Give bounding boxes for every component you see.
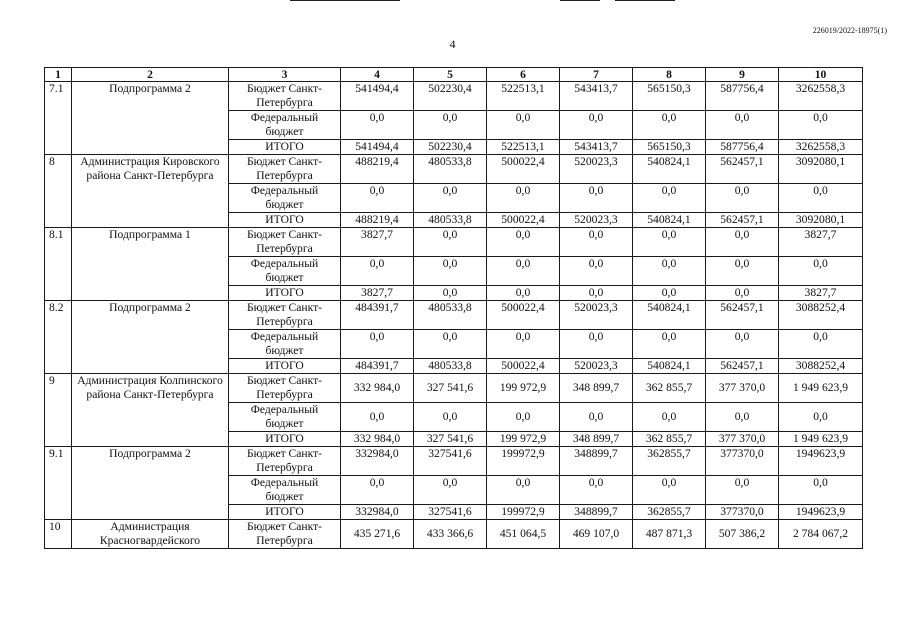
funding-source: Федеральный бюджет: [229, 184, 341, 213]
amount-cell: 565150,3: [633, 82, 706, 111]
amount-cell: 348 899,7: [560, 432, 633, 447]
amount-cell: 488219,4: [341, 213, 414, 228]
recipient-name: Администрация Красногвардейского: [72, 520, 229, 549]
amount-cell: 540824,1: [633, 301, 706, 330]
amount-cell: 469 107,0: [560, 520, 633, 549]
amount-cell: 0,0: [633, 111, 706, 140]
amount-cell: 0,0: [487, 184, 560, 213]
amount-cell: 0,0: [414, 257, 487, 286]
funding-source: Федеральный бюджет: [229, 330, 341, 359]
amount-cell: 0,0: [706, 257, 779, 286]
funding-source: Федеральный бюджет: [229, 403, 341, 432]
funding-source: Бюджет Санкт-Петербурга: [229, 82, 341, 111]
amount-cell: 541494,4: [341, 82, 414, 111]
amount-cell: 0,0: [487, 330, 560, 359]
amount-cell: 520023,3: [560, 155, 633, 184]
amount-cell: 0,0: [633, 476, 706, 505]
amount-cell: 0,0: [560, 403, 633, 432]
amount-cell: 0,0: [633, 257, 706, 286]
recipient-name: Подпрограмма 1: [72, 228, 229, 301]
amount-cell: 327 541,6: [414, 374, 487, 403]
amount-cell: 0,0: [414, 184, 487, 213]
amount-cell: 0,0: [706, 403, 779, 432]
amount-cell: 0,0: [560, 184, 633, 213]
column-header: 5: [414, 68, 487, 82]
amount-cell: 435 271,6: [341, 520, 414, 549]
amount-cell: 3827,7: [341, 228, 414, 257]
page-number: 4: [449, 37, 456, 51]
amount-cell: 3827,7: [779, 286, 863, 301]
amount-cell: 0,0: [706, 228, 779, 257]
column-header: 9: [706, 68, 779, 82]
amount-cell: 500022,4: [487, 301, 560, 330]
amount-cell: 332984,0: [341, 447, 414, 476]
amount-cell: 562457,1: [706, 213, 779, 228]
amount-cell: 480533,8: [414, 213, 487, 228]
amount-cell: 507 386,2: [706, 520, 779, 549]
scan-edge-line: [290, 0, 400, 1]
amount-cell: 0,0: [706, 330, 779, 359]
funding-source: Бюджет Санкт-Петербурга: [229, 447, 341, 476]
amount-cell: 0,0: [341, 111, 414, 140]
amount-cell: 0,0: [706, 476, 779, 505]
column-header: 2: [72, 68, 229, 82]
amount-cell: 3262558,3: [779, 82, 863, 111]
amount-cell: 0,0: [560, 286, 633, 301]
funding-source: Федеральный бюджет: [229, 476, 341, 505]
amount-cell: 0,0: [487, 257, 560, 286]
amount-cell: 587756,4: [706, 140, 779, 155]
row-index: 8.1: [45, 228, 72, 301]
amount-cell: 1 949 623,9: [779, 374, 863, 403]
amount-cell: 3827,7: [779, 228, 863, 257]
amount-cell: 3092080,1: [779, 213, 863, 228]
amount-cell: 199 972,9: [487, 374, 560, 403]
amount-cell: 0,0: [487, 286, 560, 301]
table-row: [45, 82, 863, 111]
amount-cell: 0,0: [633, 403, 706, 432]
amount-cell: 0,0: [633, 286, 706, 301]
funding-source: ИТОГО: [229, 213, 341, 228]
amount-cell: 0,0: [414, 476, 487, 505]
amount-cell: 0,0: [633, 228, 706, 257]
amount-cell: 0,0: [560, 476, 633, 505]
amount-cell: 0,0: [341, 476, 414, 505]
amount-cell: 1 949 623,9: [779, 432, 863, 447]
amount-cell: 0,0: [487, 111, 560, 140]
amount-cell: 587756,4: [706, 82, 779, 111]
budget-table: [44, 67, 863, 549]
amount-cell: 0,0: [633, 330, 706, 359]
funding-source: Бюджет Санкт-Петербурга: [229, 155, 341, 184]
amount-cell: 0,0: [560, 330, 633, 359]
amount-cell: 2 784 067,2: [779, 520, 863, 549]
amount-cell: 348899,7: [560, 505, 633, 520]
amount-cell: 348 899,7: [560, 374, 633, 403]
amount-cell: 0,0: [706, 286, 779, 301]
amount-cell: 480533,8: [414, 155, 487, 184]
amount-cell: 0,0: [341, 184, 414, 213]
recipient-name: Администрация Колпинского района Санкт-Петербурга: [72, 374, 229, 447]
amount-cell: 500022,4: [487, 155, 560, 184]
row-index: 9: [45, 374, 72, 447]
amount-cell: 480533,8: [414, 301, 487, 330]
amount-cell: 0,0: [414, 330, 487, 359]
amount-cell: 362855,7: [633, 447, 706, 476]
amount-cell: 332984,0: [341, 505, 414, 520]
amount-cell: 377 370,0: [706, 374, 779, 403]
amount-cell: 520023,3: [560, 359, 633, 374]
document-number: 226019/2022-18975(1): [812, 26, 887, 35]
amount-cell: 0,0: [560, 111, 633, 140]
amount-cell: 3088252,4: [779, 359, 863, 374]
column-header: 1: [45, 68, 72, 82]
amount-cell: 520023,3: [560, 301, 633, 330]
table-row: [45, 301, 863, 330]
funding-source: ИТОГО: [229, 140, 341, 155]
column-header: 6: [487, 68, 560, 82]
row-index: 7.1: [45, 82, 72, 155]
column-header: 4: [341, 68, 414, 82]
funding-source: ИТОГО: [229, 286, 341, 301]
table-row: [45, 155, 863, 184]
amount-cell: 3092080,1: [779, 155, 863, 184]
column-header: 8: [633, 68, 706, 82]
amount-cell: 0,0: [487, 403, 560, 432]
funding-source: Бюджет Санкт-Петербурга: [229, 228, 341, 257]
amount-cell: 562457,1: [706, 301, 779, 330]
amount-cell: 540824,1: [633, 359, 706, 374]
amount-cell: 327541,6: [414, 505, 487, 520]
column-header: 10: [779, 68, 863, 82]
recipient-name: Администрация Кировского района Санкт-Петербурга: [72, 155, 229, 228]
amount-cell: 0,0: [779, 257, 863, 286]
amount-cell: 522513,1: [487, 82, 560, 111]
amount-cell: 451 064,5: [487, 520, 560, 549]
amount-cell: 3827,7: [341, 286, 414, 301]
amount-cell: 0,0: [560, 228, 633, 257]
amount-cell: 540824,1: [633, 213, 706, 228]
amount-cell: 0,0: [779, 476, 863, 505]
recipient-name: Подпрограмма 2: [72, 82, 229, 155]
funding-source: ИТОГО: [229, 432, 341, 447]
funding-source: Бюджет Санкт-Петербурга: [229, 374, 341, 403]
table-row: [45, 374, 863, 403]
amount-cell: 522513,1: [487, 140, 560, 155]
amount-cell: 377370,0: [706, 505, 779, 520]
amount-cell: 3088252,4: [779, 301, 863, 330]
amount-cell: 327 541,6: [414, 432, 487, 447]
funding-source: ИТОГО: [229, 359, 341, 374]
amount-cell: 433 366,6: [414, 520, 487, 549]
amount-cell: 362855,7: [633, 505, 706, 520]
amount-cell: 0,0: [487, 228, 560, 257]
amount-cell: 362 855,7: [633, 374, 706, 403]
scan-edge-line: [560, 0, 600, 1]
amount-cell: 0,0: [487, 476, 560, 505]
amount-cell: 0,0: [414, 111, 487, 140]
amount-cell: 199972,9: [487, 447, 560, 476]
amount-cell: 488219,4: [341, 155, 414, 184]
amount-cell: 484391,7: [341, 301, 414, 330]
amount-cell: 0,0: [414, 403, 487, 432]
amount-cell: 502230,4: [414, 82, 487, 111]
amount-cell: 1949623,9: [779, 505, 863, 520]
amount-cell: 562457,1: [706, 155, 779, 184]
amount-cell: 0,0: [341, 330, 414, 359]
amount-cell: 3262558,3: [779, 140, 863, 155]
scan-edge-line: [615, 0, 675, 1]
amount-cell: 377370,0: [706, 447, 779, 476]
recipient-name: Подпрограмма 2: [72, 301, 229, 374]
table-body: [45, 68, 863, 549]
amount-cell: 377 370,0: [706, 432, 779, 447]
header-row: [45, 68, 863, 82]
funding-source: Федеральный бюджет: [229, 257, 341, 286]
amount-cell: 541494,4: [341, 140, 414, 155]
amount-cell: 332 984,0: [341, 374, 414, 403]
amount-cell: 0,0: [633, 184, 706, 213]
amount-cell: 348899,7: [560, 447, 633, 476]
amount-cell: 0,0: [414, 286, 487, 301]
funding-source: Федеральный бюджет: [229, 111, 341, 140]
funding-source: Бюджет Санкт-Петербурга: [229, 520, 341, 549]
table-row: [45, 447, 863, 476]
amount-cell: 199972,9: [487, 505, 560, 520]
amount-cell: 0,0: [779, 403, 863, 432]
amount-cell: 502230,4: [414, 140, 487, 155]
amount-cell: 0,0: [341, 403, 414, 432]
amount-cell: 0,0: [779, 111, 863, 140]
amount-cell: 199 972,9: [487, 432, 560, 447]
amount-cell: 500022,4: [487, 359, 560, 374]
row-index: 10: [45, 520, 72, 549]
recipient-name: Подпрограмма 2: [72, 447, 229, 520]
row-index: 8.2: [45, 301, 72, 374]
amount-cell: 480533,8: [414, 359, 487, 374]
amount-cell: 0,0: [706, 111, 779, 140]
amount-cell: 0,0: [779, 330, 863, 359]
row-index: 9.1: [45, 447, 72, 520]
amount-cell: 327541,6: [414, 447, 487, 476]
amount-cell: 543413,7: [560, 140, 633, 155]
table-row: [45, 520, 863, 549]
amount-cell: 0,0: [341, 257, 414, 286]
amount-cell: 487 871,3: [633, 520, 706, 549]
amount-cell: 0,0: [414, 228, 487, 257]
amount-cell: 543413,7: [560, 82, 633, 111]
amount-cell: 540824,1: [633, 155, 706, 184]
amount-cell: 520023,3: [560, 213, 633, 228]
table-row: [45, 228, 863, 257]
amount-cell: 562457,1: [706, 359, 779, 374]
amount-cell: 1949623,9: [779, 447, 863, 476]
column-header: 3: [229, 68, 341, 82]
amount-cell: 362 855,7: [633, 432, 706, 447]
amount-cell: 0,0: [779, 184, 863, 213]
funding-source: ИТОГО: [229, 505, 341, 520]
funding-source: Бюджет Санкт-Петербурга: [229, 301, 341, 330]
amount-cell: 500022,4: [487, 213, 560, 228]
amount-cell: 484391,7: [341, 359, 414, 374]
amount-cell: 0,0: [560, 257, 633, 286]
amount-cell: 565150,3: [633, 140, 706, 155]
amount-cell: 332 984,0: [341, 432, 414, 447]
amount-cell: 0,0: [706, 184, 779, 213]
column-header: 7: [560, 68, 633, 82]
row-index: 8: [45, 155, 72, 228]
